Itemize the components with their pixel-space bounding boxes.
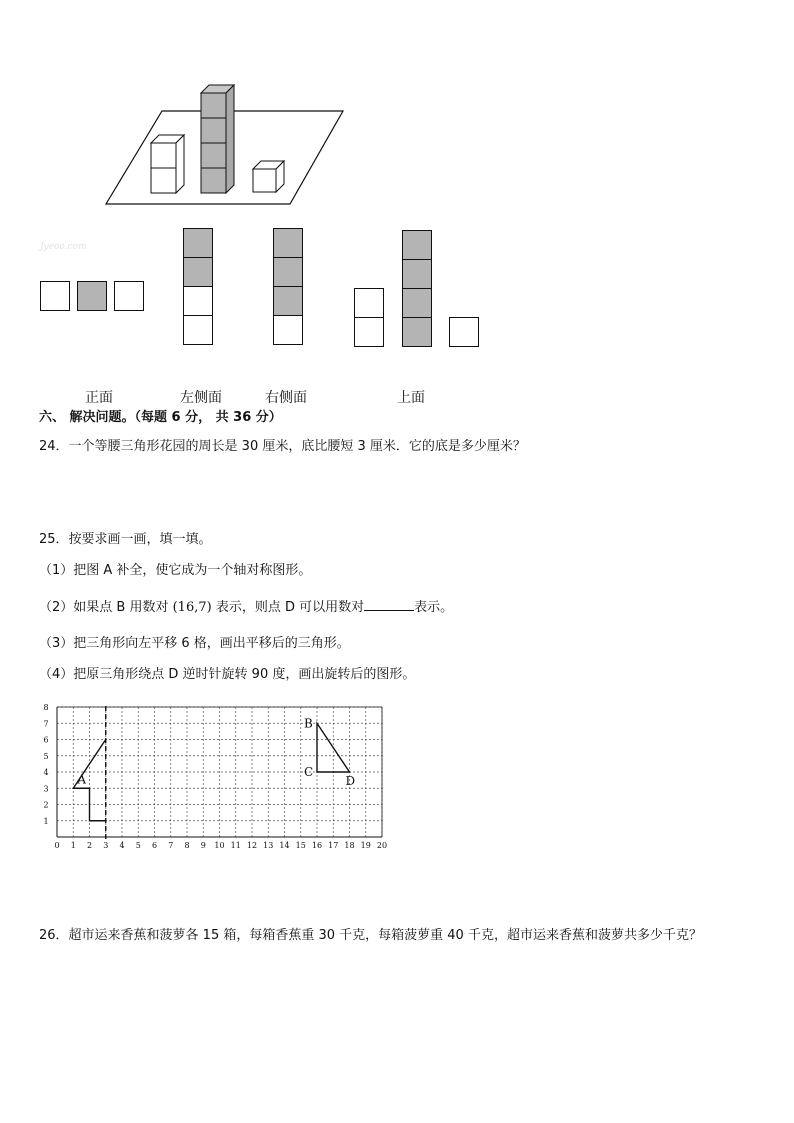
left-cube-stack [151, 135, 184, 193]
y-tick-label: 2 [43, 800, 49, 810]
point-b-label: B [304, 716, 313, 731]
y-tick-label: 4 [43, 768, 49, 777]
x-tick-label: 20 [376, 841, 388, 850]
question-26: 26．超市运来香蕉和菠萝各 15 箱，每箱香蕉重 30 千克，每箱菠萝重 40 千克，超市运来香蕉和菠萝共多少千克？ [39, 928, 702, 943]
point-c-label: C [304, 765, 314, 779]
part2-after: 表示。 [414, 600, 454, 615]
x-tick-label: 19 [360, 841, 371, 850]
y-tick-label: 6 [43, 735, 49, 745]
x-tick-label: 8 [184, 841, 190, 850]
question-25-part1: （1）把图 A 补全，使它成为一个轴对称图形。 [39, 563, 312, 578]
part2-before: （2）如果点 B 用数对 [39, 600, 169, 615]
x-tick-label: 7 [168, 841, 174, 850]
x-tick-label: 17 [328, 841, 339, 850]
watermark: Jyeoo.com [40, 242, 87, 252]
label-top: 上面 [397, 390, 425, 406]
question-25-part3: （3）把三角形向左平移 6 格，画出平移后的三角形。 [39, 636, 350, 651]
answer-blank[interactable] [364, 598, 414, 611]
point-d-label: D [345, 774, 356, 788]
x-tick-label: 18 [344, 841, 355, 850]
x-tick-label: 15 [295, 841, 306, 850]
label-front: 正面 [85, 390, 113, 406]
x-tick-label: 12 [246, 841, 258, 850]
figure-a-label: A [77, 772, 86, 787]
x-tick-label: 1 [70, 841, 76, 850]
cube-arrangement-figure [100, 80, 350, 210]
middle-cube-stack [201, 85, 234, 193]
section-title: 六、 解决问题。（每题 6 分， 共 36 分） [39, 410, 282, 425]
x-tick-label: 0 [54, 841, 60, 850]
y-tick-label: 8 [43, 703, 49, 712]
x-tick-label: 9 [200, 841, 206, 850]
y-tick-label: 7 [43, 719, 49, 729]
y-tick-label: 5 [43, 751, 49, 761]
coordinate-grid [30, 700, 400, 850]
y-tick-label: 3 [43, 784, 49, 794]
x-tick-label: 11 [230, 841, 241, 850]
question-25-part4: （4）把原三角形绕点 D 逆时针旋转 90 度，画出旋转后的图形。 [39, 667, 416, 682]
question-25-stem: 25．按要求画一画，填一填。 [39, 532, 212, 547]
part2-pair: (16,7) [172, 600, 212, 615]
x-tick-label: 10 [214, 841, 225, 850]
x-tick-label: 3 [103, 841, 109, 850]
label-right: 右侧面 [265, 390, 307, 406]
x-tick-label: 14 [279, 841, 290, 850]
question-24: 24．一个等腰三角形花园的周长是 30 厘米，底比腰短 3 厘米．它的底是多少厘米？ [39, 439, 526, 454]
x-tick-label: 4 [119, 841, 125, 850]
right-single-cube [253, 161, 284, 192]
question-25-part2 [39, 598, 453, 616]
part2-mid: 表示，则点 D 可以用数对 [215, 600, 365, 615]
y-tick-label: 1 [43, 816, 49, 826]
label-left: 左侧面 [180, 390, 222, 406]
x-tick-label: 2 [86, 841, 93, 850]
x-tick-label: 5 [135, 841, 141, 850]
x-tick-label: 6 [151, 841, 158, 850]
x-tick-label: 13 [263, 841, 274, 850]
x-tick-label: 16 [311, 841, 323, 850]
